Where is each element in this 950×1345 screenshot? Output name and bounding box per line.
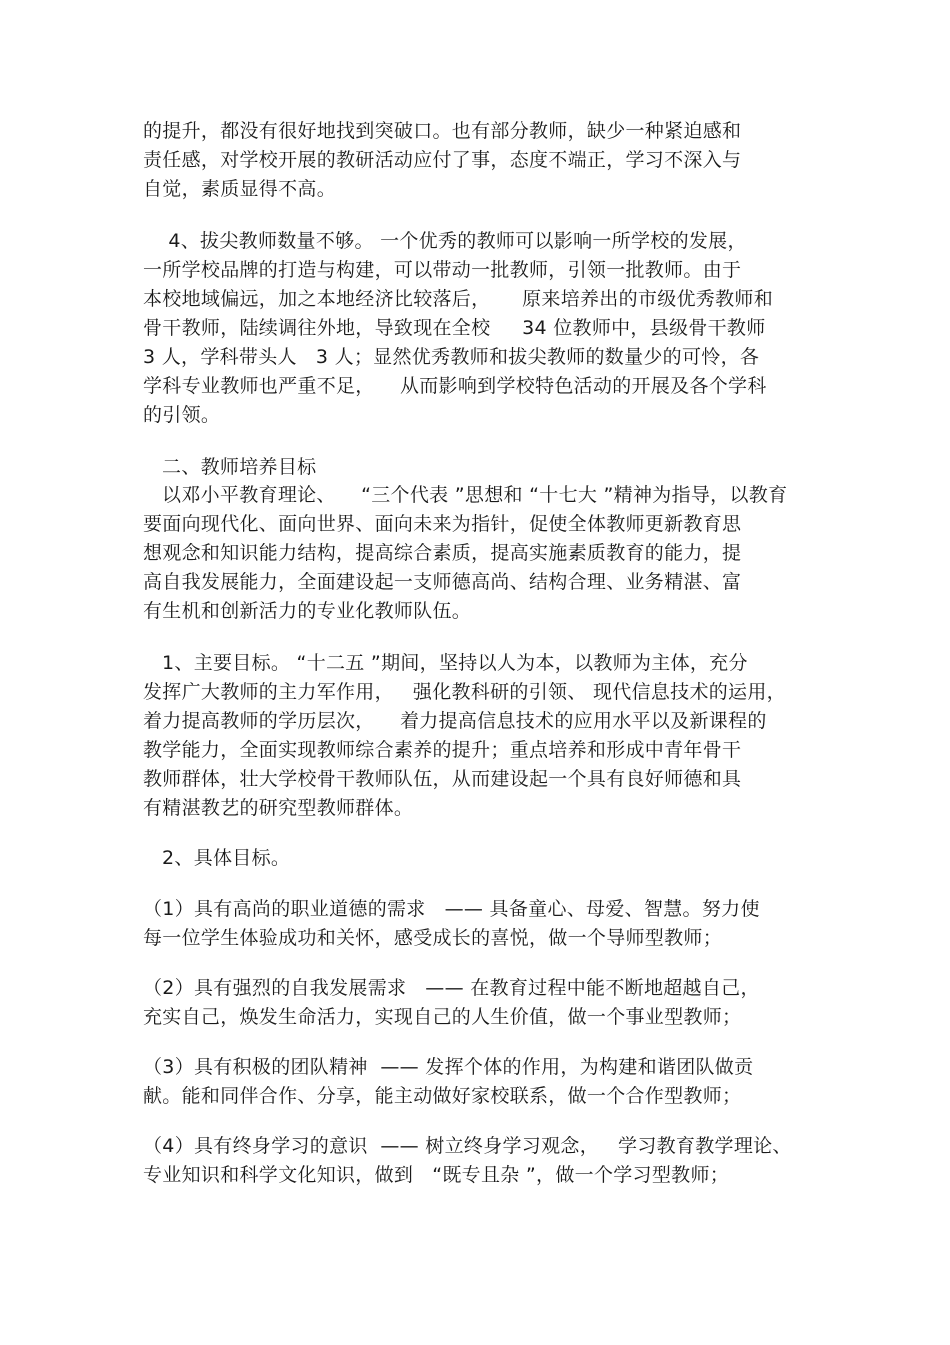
para-main-goal-line-1: 1、主要目标。 “十二五 ”期间，坚持以人为本，以教师为主体，充分	[143, 652, 748, 674]
specific-goal-heading: 2、具体目标。	[143, 847, 291, 869]
goal-1-line-1: （1）具有高尚的职业道德的需求 —— 具备童心、母爱、智慧。努力使	[143, 898, 760, 920]
goal-4-line-1: （4）具有终身学习的意识 —— 树立终身学习观念， 学习教育教学理论、	[143, 1135, 792, 1157]
para-section2-line-1: 以邓小平教育理论、 “三个代表 ”思想和 “十七大 ”精神为指导，以教育	[143, 484, 788, 506]
para-main-goal-line-6: 有精湛教艺的研究型教师群体。	[143, 797, 414, 819]
para-section2-line-3: 想观念和知识能力结构，提高综合素质，提高实施素质教育的能力，提	[143, 542, 742, 564]
section-heading: 二、教师培养目标	[143, 456, 317, 478]
para-item4-line-3: 本校地域偏远，加之本地经济比较落后， 原来培养出的市级优秀教师和	[143, 288, 773, 310]
para-intro-line-3: 自觉，素质显得不高。	[143, 178, 337, 200]
para-intro-line-1: 的提升，都没有很好地找到突破口。也有部分教师，缺少一种紧迫感和	[143, 120, 742, 142]
para-item4-line-1: 4、拔尖教师数量不够。 一个优秀的教师可以影响一所学校的发展，	[143, 230, 747, 252]
para-item4-line-5: 3 人，学科带头人 3 人；显然优秀教师和拔尖教师的数量少的可怜，各	[143, 346, 760, 368]
goal-3-line-2: 献。能和同伴合作、分享，能主动做好家校联系，做一个合作型教师；	[143, 1085, 742, 1107]
para-intro-line-2: 责任感，对学校开展的教研活动应付了事，态度不端正，学习不深入与	[143, 149, 742, 171]
para-item4-line-4: 骨干教师，陆续调往外地，导致现在全校 34 位教师中，县级骨干教师	[143, 317, 766, 339]
para-section2-line-4: 高自我发展能力，全面建设起一支师德高尚、结构合理、业务精湛、富	[143, 571, 742, 593]
goal-3-line-1: （3）具有积极的团队精神 —— 发挥个体的作用，为构建和谐团队做贡	[143, 1056, 754, 1078]
para-item4-line-6: 学科专业教师也严重不足， 从而影响到学校特色活动的开展及各个学科	[143, 375, 767, 397]
goal-2-line-2: 充实自己，焕发生命活力，实现自己的人生价值，做一个事业型教师；	[143, 1006, 742, 1028]
para-item4-line-2: 一所学校品牌的打造与构建，可以带动一批教师，引领一批教师。由于	[143, 259, 742, 281]
goal-4-line-2: 专业知识和科学文化知识，做到 “既专且杂 ”，做一个学习型教师；	[143, 1164, 730, 1186]
goal-1-line-2: 每一位学生体验成功和关怀，感受成长的喜悦，做一个导师型教师；	[143, 927, 723, 949]
goal-2-line-1: （2）具有强烈的自我发展需求 —— 在教育过程中能不断地超越自己，	[143, 977, 760, 999]
para-main-goal-line-3: 着力提高教师的学历层次， 着力提高信息技术的应用水平以及新课程的	[143, 710, 767, 732]
para-main-goal-line-5: 教师群体，壮大学校骨干教师队伍，从而建设起一个具有良好师德和具	[143, 768, 742, 790]
para-main-goal-line-4: 教学能力，全面实现教师综合素养的提升；重点培养和形成中青年骨干	[143, 739, 742, 761]
para-section2-line-2: 要面向现代化、面向世界、面向未来为指针，促使全体教师更新教育思	[143, 513, 742, 535]
para-section2-line-5: 有生机和创新活力的专业化教师队伍。	[143, 600, 472, 622]
para-main-goal-line-2: 发挥广大教师的主力军作用， 强化教科研的引领、 现代信息技术的运用，	[143, 681, 786, 703]
para-item4-line-7: 的引领。	[143, 404, 221, 426]
